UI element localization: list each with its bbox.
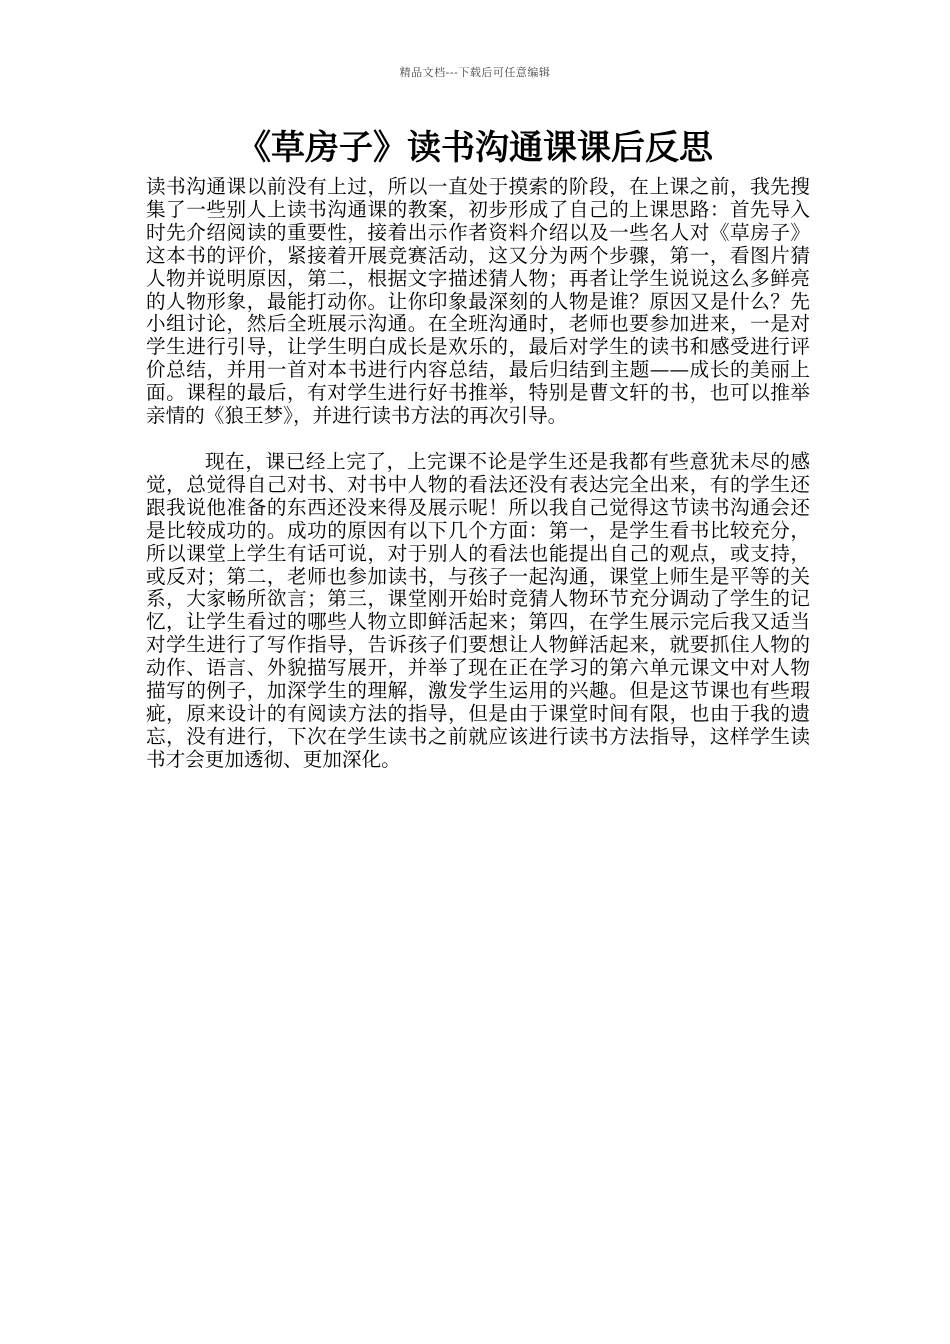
document-body (146, 176, 810, 772)
document-title: 《草房子》读书沟通课课后反思 (237, 128, 713, 168)
page-header: 精品文档---下载后可任意编辑 (399, 66, 551, 79)
body-paragraph-1: 读书沟通课以前没有上过，所以一直处于摸索的阶段，在上课之前，我先搜集了一些别人上读书沟通课的教案，初步形成了自己的上课思路：首先导入时先介绍阅读的重要性，接着出示作者资料介绍以及一些名人对《草房子》这本书的评价，紧接着开展竞赛活动，这又分为两个步骤，第一，看图片猜人物并说明原因，第二，根据文字描述猜人物；再者让学生说说这么多鲜亮的人物形象，最能打动你。让你印象最深刻的人物是谁？原因又是什么？先小组讨论，然后全班展示沟通。在全班沟通时，老师也要参加进来，一是对学生进行引导，让学生明白成长是欢乐的，最后对学生的读书和感受进行评价总结，并用一首对本书进行内容总结，最后归结到主题——成长的美丽上面。课程的最后，有对学生进行好书推举，特别是曹文轩的书，也可以推举亲情的《狼王梦》，并进行读书方法的再次引导。 (146, 175, 810, 428)
body-paragraph-2: 现在，课已经上完了，上完课不论是学生还是我都有些意犹未尽的感觉，总觉得自己对书、对书中人物的看法还没有表达完全出来，有的学生还跟我说他准备的东西还没来得及展示呢！所以我自己觉得这节读书沟通会还是比较成功的。成功的原因有以下几个方面：第一，是学生看书比较充分，所以课堂上学生有话可说，对于别人的看法也能提出自己的观点，或支持，或反对；第二，老师也参加读书，与孩子一起沟通，课堂上师生是平等的关系，大家畅所欲言；第三，课堂刚开始时竞猜人物环节充分调动了学生的记忆，让学生看过的哪些人物立即鲜活起来；第四，在学生展示完后我又适当对学生进行了写作指导，告诉孩子们要想让人物鲜活起来，就要抓住人物的动作、语言、外貌描写展开，并举了现在正在学习的第六单元课文中对人物描写的例子，加深学生的理解，激发学生运用的兴趣。但是这节课也有些瑕疵，原来设计的有阅读方法的指导，但是由于课堂时间有限，也由于我的遗忘，没有进行，下次在学生读书之前就应该进行读书方法指导，这样学生读书才会更加透彻、更加深化。 (146, 449, 810, 771)
